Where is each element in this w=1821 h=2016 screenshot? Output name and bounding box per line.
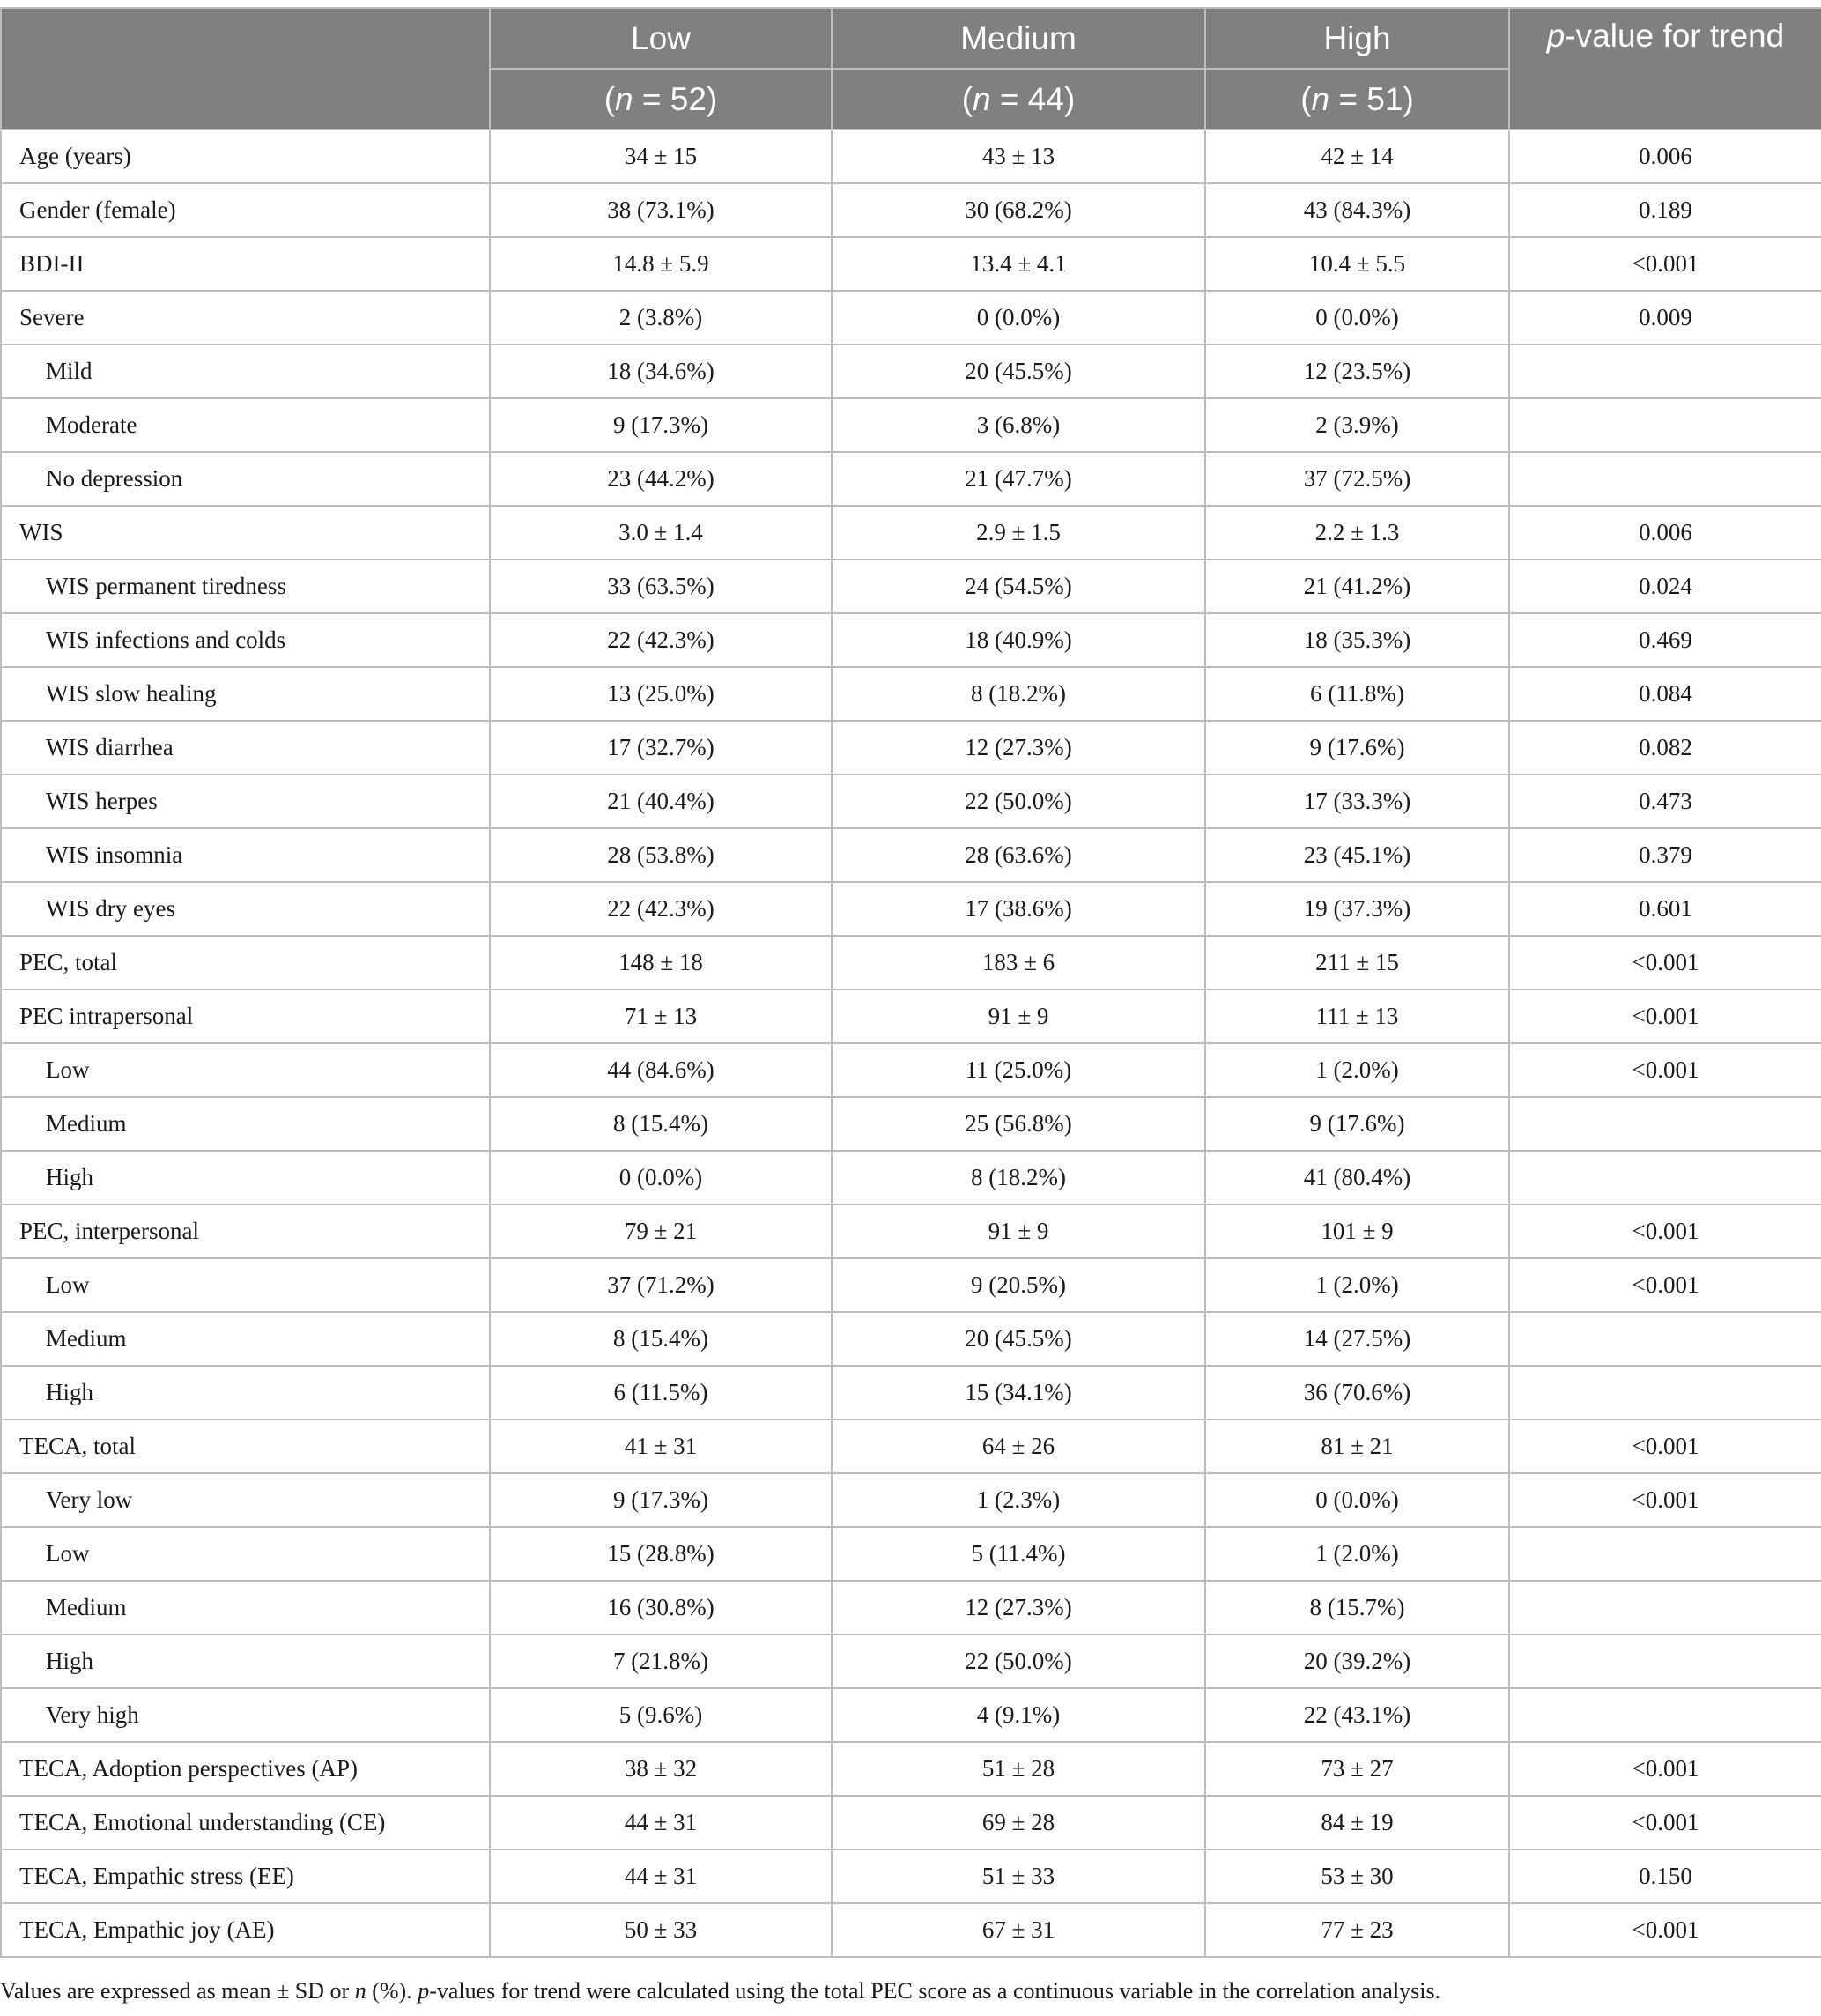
cell-medium: 43 ± 13 xyxy=(832,130,1205,183)
table-row xyxy=(1,345,1821,398)
cell-medium: 22 (50.0%) xyxy=(832,775,1205,828)
cell-low: 79 ± 21 xyxy=(490,1204,832,1258)
row-label: No depression xyxy=(1,452,490,506)
cell-p-value: <0.001 xyxy=(1509,1419,1821,1473)
cell-medium: 12 (27.3%) xyxy=(832,721,1205,775)
cell-high: 8 (15.7%) xyxy=(1205,1581,1509,1634)
table-row xyxy=(1,130,1821,183)
cell-medium: 69 ± 28 xyxy=(832,1796,1205,1849)
row-label: WIS slow healing xyxy=(1,667,490,721)
row-label: WIS dry eyes xyxy=(1,882,490,936)
table-row xyxy=(1,1742,1821,1796)
row-label: PEC intrapersonal xyxy=(1,989,490,1043)
cell-high: 111 ± 13 xyxy=(1205,989,1509,1043)
cell-high: 20 (39.2%) xyxy=(1205,1634,1509,1688)
cell-p-value: <0.001 xyxy=(1509,1204,1821,1258)
cell-low: 8 (15.4%) xyxy=(490,1312,832,1366)
cell-p-value xyxy=(1509,1688,1821,1742)
header-p-value xyxy=(1509,8,1821,130)
row-label: TECA, Empathic stress (EE) xyxy=(1,1849,490,1903)
cell-medium: 2.9 ± 1.5 xyxy=(832,506,1205,560)
cell-p-value: 0.150 xyxy=(1509,1849,1821,1903)
cell-medium: 51 ± 28 xyxy=(832,1742,1205,1796)
table-row xyxy=(1,1688,1821,1742)
cell-low: 44 ± 31 xyxy=(490,1849,832,1903)
cell-high: 22 (43.1%) xyxy=(1205,1688,1509,1742)
cell-p-value: 0.189 xyxy=(1509,183,1821,237)
cell-p-value: <0.001 xyxy=(1509,1903,1821,1957)
row-label: BDI-II xyxy=(1,237,490,291)
cell-high: 19 (37.3%) xyxy=(1205,882,1509,936)
table-row xyxy=(1,667,1821,721)
row-label: Very high xyxy=(1,1688,490,1742)
cell-medium: 8 (18.2%) xyxy=(832,667,1205,721)
cell-high: 77 ± 23 xyxy=(1205,1903,1509,1957)
table-row xyxy=(1,1581,1821,1634)
table-row xyxy=(1,1849,1821,1903)
cell-low: 6 (11.5%) xyxy=(490,1366,832,1419)
cell-medium: 67 ± 31 xyxy=(832,1903,1205,1957)
cell-high: 101 ± 9 xyxy=(1205,1204,1509,1258)
cell-high: 9 (17.6%) xyxy=(1205,721,1509,775)
cell-low: 0 (0.0%) xyxy=(490,1151,832,1204)
table-row xyxy=(1,1903,1821,1957)
table-row xyxy=(1,613,1821,667)
cell-medium: 1 (2.3%) xyxy=(832,1473,1205,1527)
table-row xyxy=(1,1204,1821,1258)
cell-medium: 25 (56.8%) xyxy=(832,1097,1205,1151)
cell-low: 22 (42.3%) xyxy=(490,882,832,936)
cell-p-value: <0.001 xyxy=(1509,1258,1821,1312)
row-label: Very low xyxy=(1,1473,490,1527)
cell-p-value: <0.001 xyxy=(1509,989,1821,1043)
cell-p-value xyxy=(1509,1097,1821,1151)
cell-medium: 17 (38.6%) xyxy=(832,882,1205,936)
cell-low: 44 ± 31 xyxy=(490,1796,832,1849)
cell-medium: 22 (50.0%) xyxy=(832,1634,1205,1688)
row-label: Severe xyxy=(1,291,490,345)
header-n-low: (n = 52) xyxy=(490,69,832,130)
cell-p-value: <0.001 xyxy=(1509,1043,1821,1097)
cell-p-value xyxy=(1509,345,1821,398)
cell-medium: 24 (54.5%) xyxy=(832,560,1205,613)
row-label: Moderate xyxy=(1,398,490,452)
row-label: Medium xyxy=(1,1581,490,1634)
cell-high: 14 (27.5%) xyxy=(1205,1312,1509,1366)
cell-medium: 11 (25.0%) xyxy=(832,1043,1205,1097)
cell-medium: 51 ± 33 xyxy=(832,1849,1205,1903)
cell-medium: 4 (9.1%) xyxy=(832,1688,1205,1742)
cell-low: 37 (71.2%) xyxy=(490,1258,832,1312)
cell-medium: 183 ± 6 xyxy=(832,936,1205,989)
cell-medium: 13.4 ± 4.1 xyxy=(832,237,1205,291)
cell-medium: 3 (6.8%) xyxy=(832,398,1205,452)
cell-high: 53 ± 30 xyxy=(1205,1849,1509,1903)
cell-medium: 18 (40.9%) xyxy=(832,613,1205,667)
row-label: TECA, Emotional understanding (CE) xyxy=(1,1796,490,1849)
cell-p-value: 0.601 xyxy=(1509,882,1821,936)
cell-high: 36 (70.6%) xyxy=(1205,1366,1509,1419)
cell-high: 0 (0.0%) xyxy=(1205,291,1509,345)
cell-low: 2 (3.8%) xyxy=(490,291,832,345)
cell-p-value: <0.001 xyxy=(1509,1473,1821,1527)
cell-low: 38 (73.1%) xyxy=(490,183,832,237)
cell-low: 9 (17.3%) xyxy=(490,398,832,452)
cell-low: 17 (32.7%) xyxy=(490,721,832,775)
cell-high: 12 (23.5%) xyxy=(1205,345,1509,398)
cell-high: 2.2 ± 1.3 xyxy=(1205,506,1509,560)
row-label: TECA, Empathic joy (AE) xyxy=(1,1903,490,1957)
cell-p-value: <0.001 xyxy=(1509,936,1821,989)
cell-low: 148 ± 18 xyxy=(490,936,832,989)
cell-high: 211 ± 15 xyxy=(1205,936,1509,989)
cell-high: 10.4 ± 5.5 xyxy=(1205,237,1509,291)
cell-p-value xyxy=(1509,452,1821,506)
cell-low: 71 ± 13 xyxy=(490,989,832,1043)
cell-p-value: <0.001 xyxy=(1509,1742,1821,1796)
cell-medium: 12 (27.3%) xyxy=(832,1581,1205,1634)
cell-low: 18 (34.6%) xyxy=(490,345,832,398)
cell-p-value: 0.009 xyxy=(1509,291,1821,345)
cell-high: 41 (80.4%) xyxy=(1205,1151,1509,1204)
row-label: Gender (female) xyxy=(1,183,490,237)
header-group-low: Low xyxy=(490,8,832,69)
cell-p-value xyxy=(1509,1366,1821,1419)
header-group-medium: Medium xyxy=(832,8,1205,69)
row-label: WIS diarrhea xyxy=(1,721,490,775)
cell-low: 38 ± 32 xyxy=(490,1742,832,1796)
cell-medium: 20 (45.5%) xyxy=(832,345,1205,398)
cell-high: 1 (2.0%) xyxy=(1205,1527,1509,1581)
cell-high: 6 (11.8%) xyxy=(1205,667,1509,721)
row-label: Low xyxy=(1,1527,490,1581)
header-empty-cell xyxy=(1,8,490,130)
cell-low: 33 (63.5%) xyxy=(490,560,832,613)
cell-p-value xyxy=(1509,1581,1821,1634)
row-label: WIS permanent tiredness xyxy=(1,560,490,613)
table-row xyxy=(1,721,1821,775)
cell-high: 43 (84.3%) xyxy=(1205,183,1509,237)
cell-low: 9 (17.3%) xyxy=(490,1473,832,1527)
cell-p-value: 0.006 xyxy=(1509,130,1821,183)
cell-low: 13 (25.0%) xyxy=(490,667,832,721)
table-row xyxy=(1,1473,1821,1527)
cell-medium: 5 (11.4%) xyxy=(832,1527,1205,1581)
table-body xyxy=(1,130,1821,1957)
cell-medium: 20 (45.5%) xyxy=(832,1312,1205,1366)
cell-medium: 91 ± 9 xyxy=(832,989,1205,1043)
table-header xyxy=(1,8,1821,130)
cell-low: 22 (42.3%) xyxy=(490,613,832,667)
row-label: WIS infections and colds xyxy=(1,613,490,667)
cell-high: 17 (33.3%) xyxy=(1205,775,1509,828)
cell-p-value: 0.082 xyxy=(1509,721,1821,775)
cell-low: 5 (9.6%) xyxy=(490,1688,832,1742)
row-label: High xyxy=(1,1151,490,1204)
cell-medium: 21 (47.7%) xyxy=(832,452,1205,506)
cell-high: 84 ± 19 xyxy=(1205,1796,1509,1849)
cell-low: 50 ± 33 xyxy=(490,1903,832,1957)
cell-low: 41 ± 31 xyxy=(490,1419,832,1473)
cell-medium: 9 (20.5%) xyxy=(832,1258,1205,1312)
cell-medium: 28 (63.6%) xyxy=(832,828,1205,882)
row-label: Mild xyxy=(1,345,490,398)
cell-low: 8 (15.4%) xyxy=(490,1097,832,1151)
table-row xyxy=(1,989,1821,1043)
table-row xyxy=(1,452,1821,506)
cell-p-value: 0.473 xyxy=(1509,775,1821,828)
cell-high: 9 (17.6%) xyxy=(1205,1097,1509,1151)
cell-p-value: 0.006 xyxy=(1509,506,1821,560)
cell-low: 15 (28.8%) xyxy=(490,1527,832,1581)
row-label: PEC, interpersonal xyxy=(1,1204,490,1258)
cell-low: 34 ± 15 xyxy=(490,130,832,183)
cell-low: 21 (40.4%) xyxy=(490,775,832,828)
table-row xyxy=(1,828,1821,882)
row-label: High xyxy=(1,1366,490,1419)
table-row xyxy=(1,237,1821,291)
cell-medium: 8 (18.2%) xyxy=(832,1151,1205,1204)
cell-high: 73 ± 27 xyxy=(1205,1742,1509,1796)
table-row xyxy=(1,291,1821,345)
cell-high: 2 (3.9%) xyxy=(1205,398,1509,452)
cell-high: 1 (2.0%) xyxy=(1205,1043,1509,1097)
cell-medium: 91 ± 9 xyxy=(832,1204,1205,1258)
table-row xyxy=(1,1634,1821,1688)
cell-low: 7 (21.8%) xyxy=(490,1634,832,1688)
row-label: WIS xyxy=(1,506,490,560)
header-row-groups xyxy=(1,8,1821,69)
table-row xyxy=(1,1151,1821,1204)
row-label: Age (years) xyxy=(1,130,490,183)
table-row xyxy=(1,1097,1821,1151)
data-table xyxy=(0,7,1821,1958)
table-row xyxy=(1,1796,1821,1849)
cell-low: 16 (30.8%) xyxy=(490,1581,832,1634)
cell-high: 21 (41.2%) xyxy=(1205,560,1509,613)
cell-medium: 30 (68.2%) xyxy=(832,183,1205,237)
row-label: WIS herpes xyxy=(1,775,490,828)
table-row xyxy=(1,560,1821,613)
table-row xyxy=(1,1043,1821,1097)
row-label: Low xyxy=(1,1258,490,1312)
table-row xyxy=(1,882,1821,936)
cell-low: 3.0 ± 1.4 xyxy=(490,506,832,560)
table-row xyxy=(1,936,1821,989)
table-footnote: Values are expressed as mean ± SD or n (%). p-values for trend were calculated using the total PEC score as a continuous variable in the correlation analysis. xyxy=(0,1978,1441,2004)
cell-low: 23 (44.2%) xyxy=(490,452,832,506)
cell-medium: 64 ± 26 xyxy=(832,1419,1205,1473)
row-label: TECA, total xyxy=(1,1419,490,1473)
cell-high: 81 ± 21 xyxy=(1205,1419,1509,1473)
cell-p-value xyxy=(1509,1527,1821,1581)
table-row xyxy=(1,1419,1821,1473)
header-n-medium: (n = 44) xyxy=(832,69,1205,130)
table-row xyxy=(1,1366,1821,1419)
cell-p-value: 0.084 xyxy=(1509,667,1821,721)
table-row xyxy=(1,183,1821,237)
table-row xyxy=(1,506,1821,560)
cell-high: 0 (0.0%) xyxy=(1205,1473,1509,1527)
row-label: Low xyxy=(1,1043,490,1097)
table-row xyxy=(1,1312,1821,1366)
cell-low: 44 (84.6%) xyxy=(490,1043,832,1097)
table-row xyxy=(1,1258,1821,1312)
cell-p-value xyxy=(1509,1151,1821,1204)
table-row xyxy=(1,1527,1821,1581)
cell-high: 18 (35.3%) xyxy=(1205,613,1509,667)
cell-high: 23 (45.1%) xyxy=(1205,828,1509,882)
header-group-high: High xyxy=(1205,8,1509,69)
cell-high: 1 (2.0%) xyxy=(1205,1258,1509,1312)
cell-medium: 15 (34.1%) xyxy=(832,1366,1205,1419)
row-label: High xyxy=(1,1634,490,1688)
table-row xyxy=(1,398,1821,452)
cell-p-value xyxy=(1509,1312,1821,1366)
table-row xyxy=(1,775,1821,828)
cell-p-value: <0.001 xyxy=(1509,237,1821,291)
cell-p-value xyxy=(1509,1634,1821,1688)
cell-low: 14.8 ± 5.9 xyxy=(490,237,832,291)
row-label: Medium xyxy=(1,1312,490,1366)
header-p-text: -value for trend xyxy=(1565,18,1785,54)
header-p-symbol: p xyxy=(1546,18,1566,54)
row-label: WIS insomnia xyxy=(1,828,490,882)
cell-low: 28 (53.8%) xyxy=(490,828,832,882)
row-label: Medium xyxy=(1,1097,490,1151)
cell-high: 42 ± 14 xyxy=(1205,130,1509,183)
cell-p-value: 0.024 xyxy=(1509,560,1821,613)
row-label: PEC, total xyxy=(1,936,490,989)
cell-p-value: <0.001 xyxy=(1509,1796,1821,1849)
cell-high: 37 (72.5%) xyxy=(1205,452,1509,506)
cell-medium: 0 (0.0%) xyxy=(832,291,1205,345)
cell-p-value: 0.379 xyxy=(1509,828,1821,882)
row-label: TECA, Adoption perspectives (AP) xyxy=(1,1742,490,1796)
header-n-high: (n = 51) xyxy=(1205,69,1509,130)
cell-p-value xyxy=(1509,398,1821,452)
cell-p-value: 0.469 xyxy=(1509,613,1821,667)
